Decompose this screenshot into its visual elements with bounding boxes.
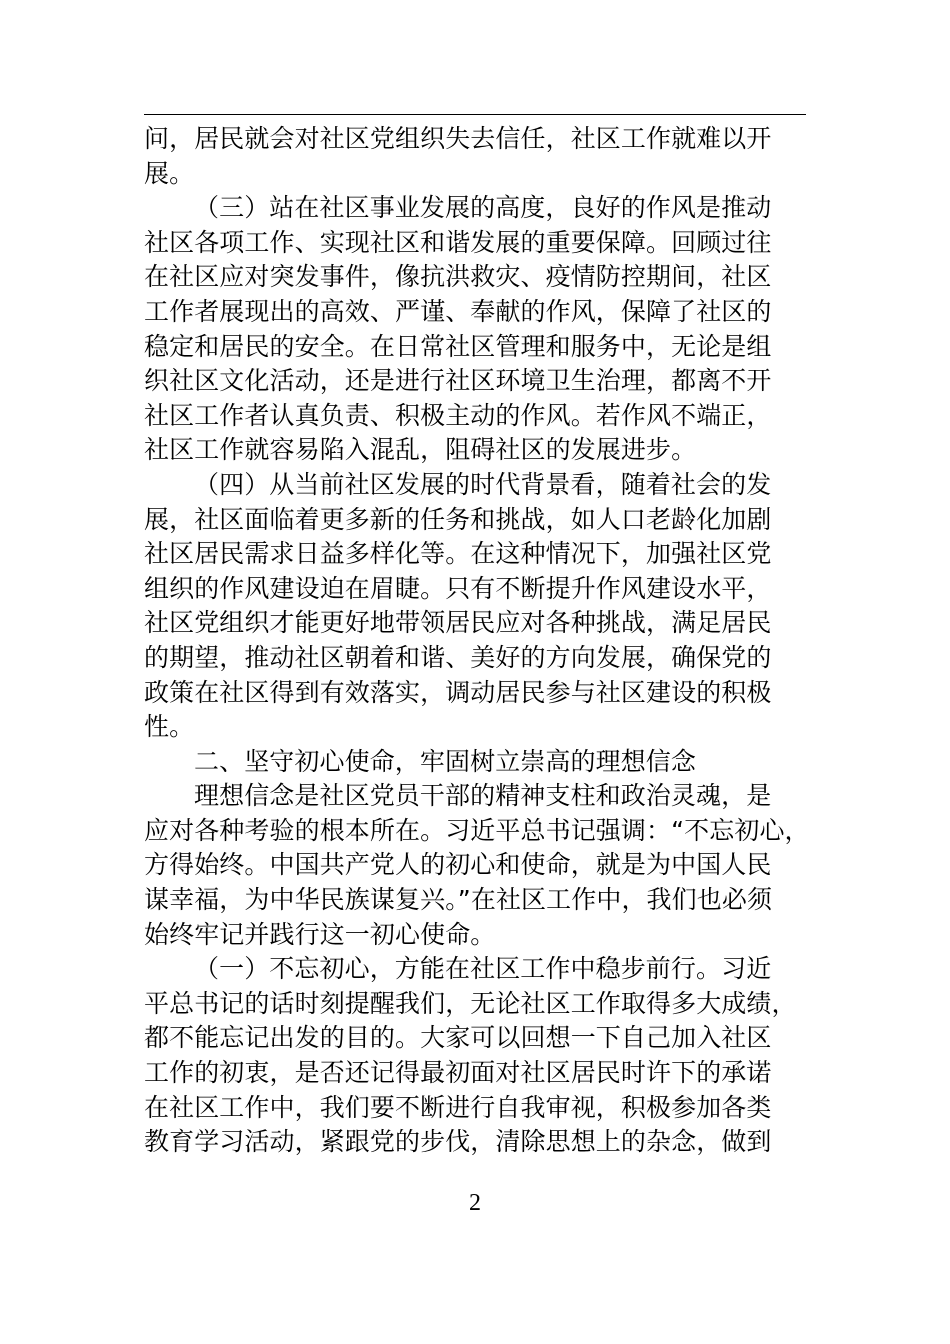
text-line: 在社区工作中，我们要不断进行自我审视，积极参加各类 — [144, 1092, 772, 1122]
text-line: 教育学习活动，紧跟党的步伐，清除思想上的杂念，做到 — [144, 1127, 772, 1157]
text-line: 方得始终。中国共产党人的初心和使命，就是为中国人民 — [144, 850, 772, 880]
paragraph-four-start: （四）从当前社区发展的时代背景看，随着社会的发 — [194, 469, 772, 499]
page-number: 2 — [469, 1190, 481, 1216]
text-line: 平总书记的话时刻提醒我们，无论社区工作取得多大成绩， — [144, 988, 797, 1018]
text-line: 社区工作就容易陷入混乱，阻碍社区的发展进步。 — [144, 435, 697, 465]
text-line: 组织的作风建设迫在眉睫。只有不断提升作风建设水平， — [144, 573, 772, 603]
text-line: 工作者展现出的高效、严谨、奉献的作风，保障了社区的 — [144, 296, 772, 326]
text-line: 问，居民就会对社区党组织失去信任，社区工作就难以开 — [144, 124, 772, 153]
text-line: 社区党组织才能更好地带领居民应对各种挑战，满足居民 — [144, 608, 772, 638]
text-line: 性。 — [144, 712, 195, 742]
text-line: 都不能忘记出发的目的。大家可以回想一下自己加入社区 — [144, 1023, 772, 1053]
text-line: 在社区应对突发事件，像抗洪救灾、疫情防控期间，社区 — [144, 262, 772, 292]
section-heading: 二、坚守初心使命，牢固树立崇高的理想信念 — [194, 746, 697, 776]
text-line: 展。 — [144, 158, 195, 188]
text-line: 社区各项工作、实现社区和谐发展的重要保障。回顾过往 — [144, 227, 772, 257]
text-line: 社区工作者认真负责、积极主动的作风。若作风不端正， — [144, 400, 772, 430]
text-line: 谋幸福，为中华民族谋复兴。”在社区工作中，我们也必须 — [144, 885, 773, 915]
paragraph-three-start: （三）站在社区事业发展的高度，良好的作风是推动 — [194, 193, 772, 223]
text-line: 工作的初衷，是否还记得最初面对社区居民时许下的承诺 — [144, 1058, 772, 1088]
paragraph-ideals-start: 理想信念是社区党员干部的精神支柱和政治灵魂，是 — [194, 781, 772, 811]
text-line: 应对各种考验的根本所在。习近平总书记强调：“不忘初心， — [144, 815, 810, 845]
header-rule — [144, 114, 806, 115]
paragraph-one-start: （一）不忘初心，方能在社区工作中稳步前行。习近 — [194, 954, 772, 984]
text-line: 社区居民需求日益多样化等。在这种情况下，加强社区党 — [144, 539, 772, 569]
body-text — [144, 122, 812, 1160]
text-line: 的期望，推动社区朝着和谐、美好的方向发展，确保党的 — [144, 642, 772, 672]
text-line: 政策在社区得到有效落实，调动居民参与社区建设的积极 — [144, 677, 772, 707]
text-line: 展，社区面临着更多新的任务和挑战，如人口老龄化加剧 — [144, 504, 772, 534]
text-line: 稳定和居民的安全。在日常社区管理和服务中，无论是组 — [144, 331, 772, 361]
text-line: 始终牢记并践行这一初心使命。 — [144, 919, 496, 949]
text-line: 织社区文化活动，还是进行社区环境卫生治理，都离不开 — [144, 366, 772, 396]
